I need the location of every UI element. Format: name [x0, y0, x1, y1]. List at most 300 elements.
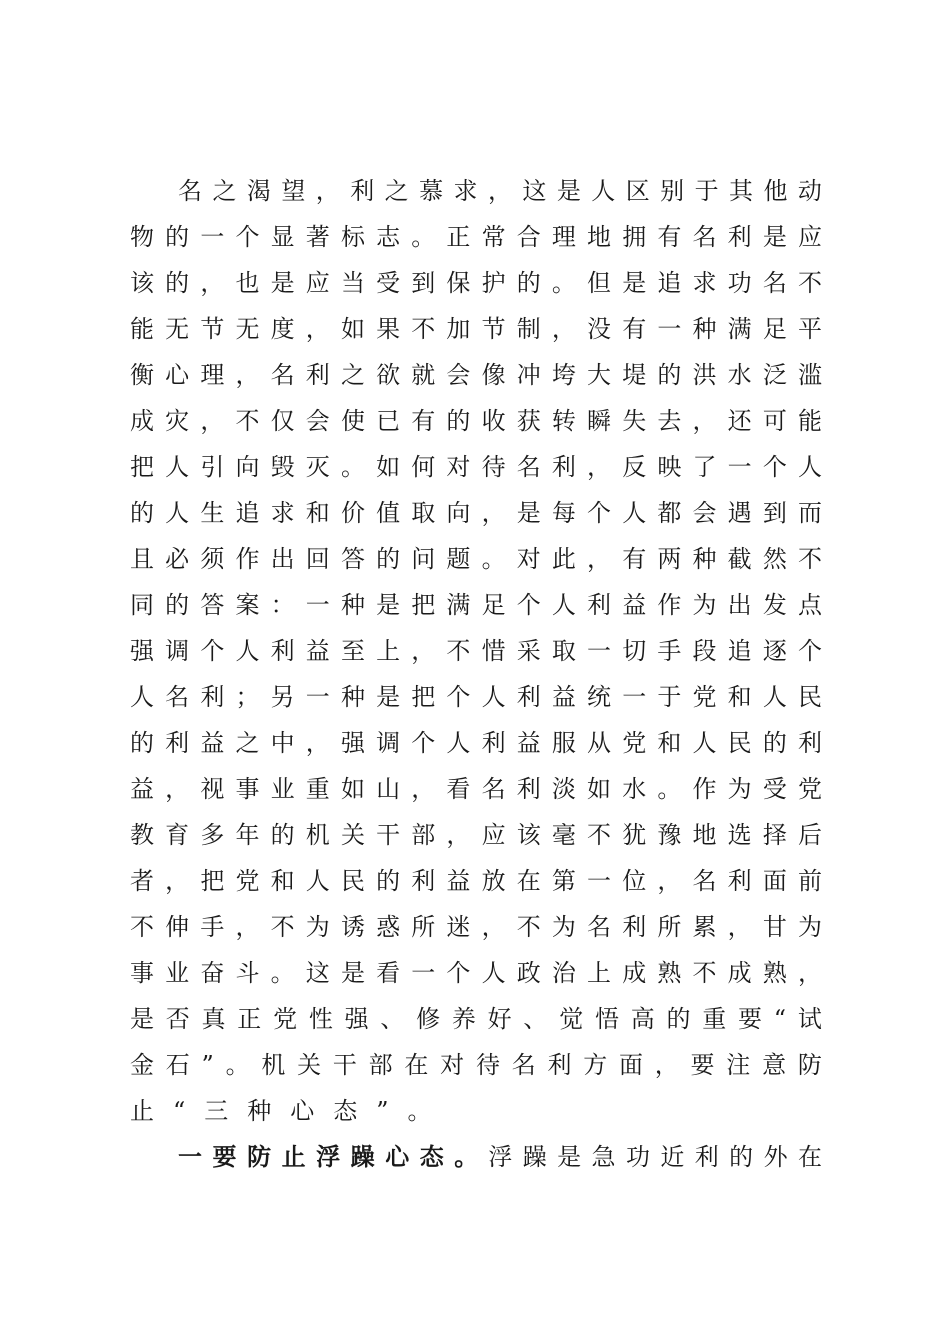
text-char: 平 — [797, 315, 822, 343]
text-char: 要 — [690, 1051, 715, 1079]
text-char: 关 — [297, 1051, 322, 1079]
text-char: 向 — [235, 453, 260, 481]
text-char: 对 — [446, 453, 471, 481]
text-char: 名 — [481, 775, 506, 803]
paragraph-line — [130, 720, 822, 766]
text-char: 不 — [235, 407, 260, 435]
text-char: 业 — [165, 959, 190, 987]
text-char: 于 — [657, 683, 682, 711]
text-char: 功 — [625, 1143, 650, 1171]
text-char: ： — [270, 591, 295, 619]
paragraph-line — [130, 996, 822, 1042]
text-char: 向 — [446, 499, 471, 527]
text-char: 节 — [200, 315, 225, 343]
text-char: 的 — [729, 1143, 754, 1171]
text-char: 种 — [340, 591, 365, 619]
text-char: 名 — [692, 867, 717, 895]
paragraph-line: 止“三种心态”。 — [130, 1097, 451, 1125]
text-char: ， — [657, 867, 682, 895]
text-char: ， — [587, 545, 612, 573]
text-char: 但 — [587, 269, 612, 297]
text-char: 重 — [702, 1005, 727, 1033]
text-char: ， — [551, 315, 576, 343]
text-char: 金 — [130, 1051, 154, 1079]
text-char: 问 — [411, 545, 436, 573]
text-char: 益 — [305, 637, 330, 665]
text-char: 一 — [587, 867, 612, 895]
text-char: 觉 — [559, 1005, 584, 1033]
text-char: 毁 — [270, 453, 295, 481]
text-char: 切 — [622, 637, 647, 665]
text-char: 利 — [727, 867, 752, 895]
text-char: 足 — [762, 315, 787, 343]
text-char: 必 — [165, 545, 190, 573]
text-char: 利 — [547, 1051, 572, 1079]
text-char: 灭 — [305, 453, 330, 481]
text-char: 名 — [516, 453, 541, 481]
text-char: 常 — [481, 223, 506, 251]
text-char: 浮 — [488, 1143, 513, 1171]
text-char: 外 — [763, 1143, 788, 1171]
text-char: 机 — [305, 821, 330, 849]
text-char: 调 — [165, 637, 190, 665]
text-char: 政 — [516, 959, 541, 987]
text-char: 种 — [692, 545, 717, 573]
text-char: 受 — [376, 269, 401, 297]
text-char: 关 — [340, 821, 365, 849]
text-char: 益 — [622, 591, 647, 619]
text-char: 止 — [281, 1143, 306, 1171]
text-char: 堤 — [622, 361, 647, 389]
text-char: 对 — [516, 545, 541, 573]
text-char: 治 — [551, 959, 576, 987]
text-char: 伸 — [165, 913, 190, 941]
text-char: 的 — [446, 407, 471, 435]
text-char: 度 — [270, 315, 295, 343]
text-char: 名 — [511, 1051, 536, 1079]
text-char: 渴 — [246, 177, 271, 205]
text-char: 地 — [692, 821, 717, 849]
text-char: 加 — [446, 315, 471, 343]
text-char: 之 — [235, 729, 260, 757]
text-char: ， — [797, 959, 822, 987]
text-char: 应 — [481, 821, 506, 849]
text-char: ， — [727, 913, 752, 941]
text-char: 区 — [625, 177, 650, 205]
text-char: 瞬 — [587, 407, 612, 435]
text-char: ， — [587, 453, 612, 481]
text-char: 在 — [797, 1143, 822, 1171]
text-char: 淡 — [551, 775, 576, 803]
text-char: 制 — [516, 315, 541, 343]
text-char: 近 — [660, 1143, 685, 1171]
text-char: ， — [446, 821, 471, 849]
text-char: 于 — [694, 177, 719, 205]
text-char: 求 — [453, 177, 478, 205]
text-char: 截 — [727, 545, 752, 573]
text-char: 强 — [344, 1005, 369, 1033]
text-char: 否 — [165, 1005, 190, 1033]
text-char: 点 — [797, 591, 822, 619]
text-char: 追 — [727, 637, 752, 665]
text-char: 人 — [165, 499, 190, 527]
text-char: 统 — [587, 683, 612, 711]
text-char: 遇 — [727, 499, 752, 527]
text-char: ； — [235, 683, 260, 711]
text-char: ， — [165, 775, 190, 803]
text-char: 收 — [481, 407, 506, 435]
text-char: 滥 — [797, 361, 822, 389]
text-char: 放 — [481, 867, 506, 895]
text-char: 果 — [376, 315, 401, 343]
text-char: 有 — [622, 315, 647, 343]
text-char: 者 — [130, 867, 154, 895]
text-char: 党 — [273, 1005, 298, 1033]
paragraph-line — [130, 582, 822, 628]
text-char: 心 — [385, 1143, 410, 1171]
text-char: 也 — [235, 269, 260, 297]
text-char: 方 — [583, 1051, 608, 1079]
text-char: 党 — [797, 775, 822, 803]
text-char: 合 — [516, 223, 541, 251]
text-char: 正 — [237, 1005, 262, 1033]
text-char: 教 — [130, 821, 154, 849]
text-char: 人 — [551, 591, 576, 619]
text-char: 对 — [440, 1051, 465, 1079]
text-char: 人 — [481, 683, 506, 711]
text-char: 利 — [727, 223, 752, 251]
text-char: 利 — [694, 1143, 719, 1171]
text-char: 作 — [235, 545, 260, 573]
text-char: 泛 — [762, 361, 787, 389]
text-char: 不 — [587, 821, 612, 849]
text-char: 和 — [270, 867, 295, 895]
text-char: 在 — [404, 1051, 429, 1079]
text-char: 党 — [692, 683, 717, 711]
text-char: 之 — [212, 177, 237, 205]
text-char: 防 — [247, 1143, 272, 1171]
text-char: 这 — [522, 177, 547, 205]
text-char: 失 — [622, 407, 647, 435]
text-char: 人 — [481, 959, 506, 987]
text-char: 取 — [551, 637, 576, 665]
text-char: 案 — [235, 591, 260, 619]
text-char: 一 — [587, 637, 612, 665]
text-char: 人 — [446, 729, 471, 757]
bold-heading — [178, 1134, 478, 1180]
text-char: ， — [235, 913, 260, 941]
text-char: 理 — [200, 361, 225, 389]
paragraph-line — [130, 858, 822, 904]
paragraph-line — [130, 674, 822, 720]
text-char: 答 — [340, 545, 365, 573]
text-char: 待 — [481, 453, 506, 481]
text-char: 已 — [376, 407, 401, 435]
text-char: 该 — [130, 269, 154, 297]
text-char: 动 — [797, 177, 822, 205]
text-char: 没 — [587, 315, 612, 343]
text-char: 出 — [727, 591, 752, 619]
text-char: 。 — [225, 1051, 250, 1079]
text-char: 性 — [308, 1005, 333, 1033]
text-char: 一 — [305, 591, 330, 619]
text-char: 人 — [130, 683, 154, 711]
text-char: 的 — [130, 499, 154, 527]
text-char: 不 — [130, 913, 154, 941]
text-char: 是 — [376, 683, 401, 711]
text-char: 益 — [516, 729, 541, 757]
text-char: 如 — [340, 315, 365, 343]
text-char: 大 — [587, 361, 612, 389]
text-char: 强 — [340, 729, 365, 757]
text-char: 标 — [340, 223, 365, 251]
text-char: 益 — [130, 775, 154, 803]
text-char: 业 — [270, 775, 295, 803]
text-char: 浮 — [316, 1143, 341, 1171]
text-char: 面 — [762, 867, 787, 895]
text-char: 这 — [305, 959, 330, 987]
text-char: 名 — [270, 361, 295, 389]
text-char: 作 — [657, 591, 682, 619]
text-char: 理 — [551, 223, 576, 251]
text-char: 人 — [165, 453, 190, 481]
text-char: 获 — [516, 407, 541, 435]
paragraph-line — [130, 352, 822, 398]
text-char: ， — [235, 361, 260, 389]
text-char: 其 — [729, 177, 753, 205]
text-char: 个 — [446, 683, 471, 711]
text-char: 追 — [657, 269, 682, 297]
text-char: ， — [411, 775, 436, 803]
text-char: 毫 — [551, 821, 576, 849]
text-char: 何 — [411, 453, 436, 481]
text-char: 一 — [727, 453, 752, 481]
text-char: 他 — [763, 177, 788, 205]
text-char: 是 — [622, 269, 647, 297]
text-char: 有 — [657, 223, 682, 251]
text-char: 使 — [340, 407, 365, 435]
text-char: 取 — [411, 499, 436, 527]
text-char: 名 — [178, 177, 202, 205]
text-char: 之 — [340, 361, 365, 389]
text-char: 拥 — [622, 223, 647, 251]
text-char: 事 — [130, 959, 154, 987]
text-char: 前 — [797, 867, 822, 895]
text-char: 能 — [130, 315, 154, 343]
text-char: 人 — [591, 177, 616, 205]
paragraph-line — [130, 812, 822, 858]
text-char: 犹 — [622, 821, 647, 849]
text-char: 甘 — [762, 913, 787, 941]
text-char: 保 — [446, 269, 471, 297]
text-char: 著 — [305, 223, 330, 251]
text-char: 试 — [797, 1005, 822, 1033]
text-char: 是 — [130, 1005, 154, 1033]
text-char: 而 — [797, 499, 822, 527]
text-char: ” — [201, 1051, 214, 1079]
text-char: 利 — [411, 867, 436, 895]
text-char: 育 — [165, 821, 190, 849]
text-char: 答 — [200, 591, 225, 619]
text-char: 追 — [235, 499, 260, 527]
text-char: 位 — [622, 867, 647, 895]
text-char: 该 — [516, 821, 541, 849]
text-char: 择 — [762, 821, 787, 849]
text-char: 。 — [481, 545, 506, 573]
text-char: 洪 — [692, 361, 717, 389]
text-char: 山 — [376, 775, 401, 803]
text-char: 心 — [165, 361, 190, 389]
text-char: 干 — [376, 821, 401, 849]
text-char: 一 — [305, 683, 330, 711]
text-char: 像 — [481, 361, 506, 389]
text-char: 益 — [551, 683, 576, 711]
text-char: 每 — [551, 499, 576, 527]
paragraph-2-content — [178, 1134, 822, 1180]
text-char: 斗 — [235, 959, 260, 987]
text-char: 段 — [692, 637, 717, 665]
text-char: 。 — [340, 453, 365, 481]
text-char: 多 — [200, 821, 225, 849]
text-char: 个 — [797, 637, 822, 665]
text-char: 显 — [270, 223, 295, 251]
text-char: 发 — [762, 591, 787, 619]
text-char: 为 — [305, 913, 330, 941]
text-char: 别 — [660, 177, 685, 205]
text-char: ， — [481, 913, 506, 941]
paragraph-line — [130, 260, 822, 306]
text-char: 看 — [446, 775, 471, 803]
text-char: 成 — [622, 959, 647, 987]
text-char: 功 — [727, 269, 752, 297]
text-char: 的 — [165, 223, 190, 251]
text-char: 事 — [235, 775, 260, 803]
text-char: 须 — [200, 545, 225, 573]
text-char: 待 — [475, 1051, 500, 1079]
text-char: 人 — [235, 637, 260, 665]
text-char: 诱 — [340, 913, 365, 941]
text-char: 为 — [797, 913, 822, 941]
text-char: 且 — [130, 545, 154, 573]
text-char: 采 — [516, 637, 541, 665]
text-char: 作 — [692, 775, 717, 803]
text-char: 至 — [340, 637, 365, 665]
text-char: 不 — [446, 637, 471, 665]
text-char: 机 — [261, 1051, 286, 1079]
text-char: 注 — [726, 1051, 751, 1079]
text-char: 的 — [376, 545, 401, 573]
text-char: 益 — [200, 729, 225, 757]
text-char: 个 — [411, 729, 436, 757]
text-char: 护 — [481, 269, 506, 297]
text-char: ， — [200, 269, 225, 297]
text-char: 了 — [692, 453, 717, 481]
text-char: 的 — [165, 269, 190, 297]
text-char: 是 — [557, 1143, 582, 1171]
text-char: 在 — [516, 867, 541, 895]
text-char: 能 — [797, 407, 822, 435]
text-char: 无 — [165, 315, 190, 343]
text-char: 无 — [235, 315, 260, 343]
text-char: 干 — [332, 1051, 357, 1079]
text-char: 面 — [619, 1051, 643, 1079]
paragraph-line — [130, 306, 822, 352]
text-char: 一 — [657, 315, 682, 343]
text-char: 然 — [762, 545, 787, 573]
text-char: 是 — [270, 269, 295, 297]
text-char: 的 — [270, 821, 295, 849]
text-char: 上 — [587, 959, 612, 987]
text-char: 个 — [587, 499, 612, 527]
text-char: 态 — [419, 1143, 444, 1171]
text-char: 的 — [165, 591, 190, 619]
text-char: 水 — [622, 775, 647, 803]
text-char: 所 — [657, 913, 682, 941]
text-char: 名 — [692, 223, 717, 251]
text-char: 悟 — [594, 1005, 619, 1033]
text-char: 种 — [340, 683, 365, 711]
text-char: 手 — [657, 637, 682, 665]
text-char: 成 — [130, 407, 154, 435]
text-char: 另 — [270, 683, 295, 711]
text-char: 志 — [376, 223, 401, 251]
text-char: 值 — [376, 499, 401, 527]
text-char: 急 — [591, 1143, 616, 1171]
text-char: 调 — [376, 729, 401, 757]
text-char: 把 — [130, 453, 154, 481]
text-char: 服 — [551, 729, 576, 757]
text-char: 一 — [622, 683, 647, 711]
text-char: 一 — [200, 223, 225, 251]
text-char: 真 — [201, 1005, 226, 1033]
text-char: 映 — [657, 453, 682, 481]
text-char: 成 — [727, 959, 752, 987]
text-char: ， — [305, 315, 330, 343]
text-char: 迷 — [446, 913, 471, 941]
text-char: 豫 — [657, 821, 682, 849]
text-char: 上 — [376, 637, 401, 665]
text-char: 回 — [305, 545, 330, 573]
text-char: 人 — [797, 453, 822, 481]
text-char: 意 — [762, 1051, 787, 1079]
text-char: 应 — [797, 223, 822, 251]
text-char: 利 — [516, 683, 541, 711]
text-char: 去 — [657, 407, 682, 435]
text-char: 求 — [692, 269, 717, 297]
text-char: 不 — [516, 913, 541, 941]
text-char: 。 — [454, 1143, 479, 1171]
paragraph-2-line — [130, 1134, 822, 1180]
text-char: 是 — [340, 959, 365, 987]
text-char: 受 — [762, 775, 787, 803]
text-char: 熟 — [657, 959, 682, 987]
paragraph-line — [130, 398, 822, 444]
text-char: 地 — [587, 223, 612, 251]
text-char: 仅 — [270, 407, 295, 435]
text-char: 不 — [270, 913, 295, 941]
text-char: 冲 — [516, 361, 541, 389]
text-char: ， — [315, 177, 340, 205]
text-char: 个 — [235, 223, 260, 251]
text-char: 人 — [692, 729, 717, 757]
text-char: 到 — [411, 269, 436, 297]
text-char: 利 — [305, 361, 330, 389]
text-char: 。 — [411, 223, 436, 251]
text-char: 如 — [587, 775, 612, 803]
paragraph-line — [130, 904, 822, 950]
text-char: 从 — [587, 729, 612, 757]
paragraph-line — [130, 168, 822, 214]
